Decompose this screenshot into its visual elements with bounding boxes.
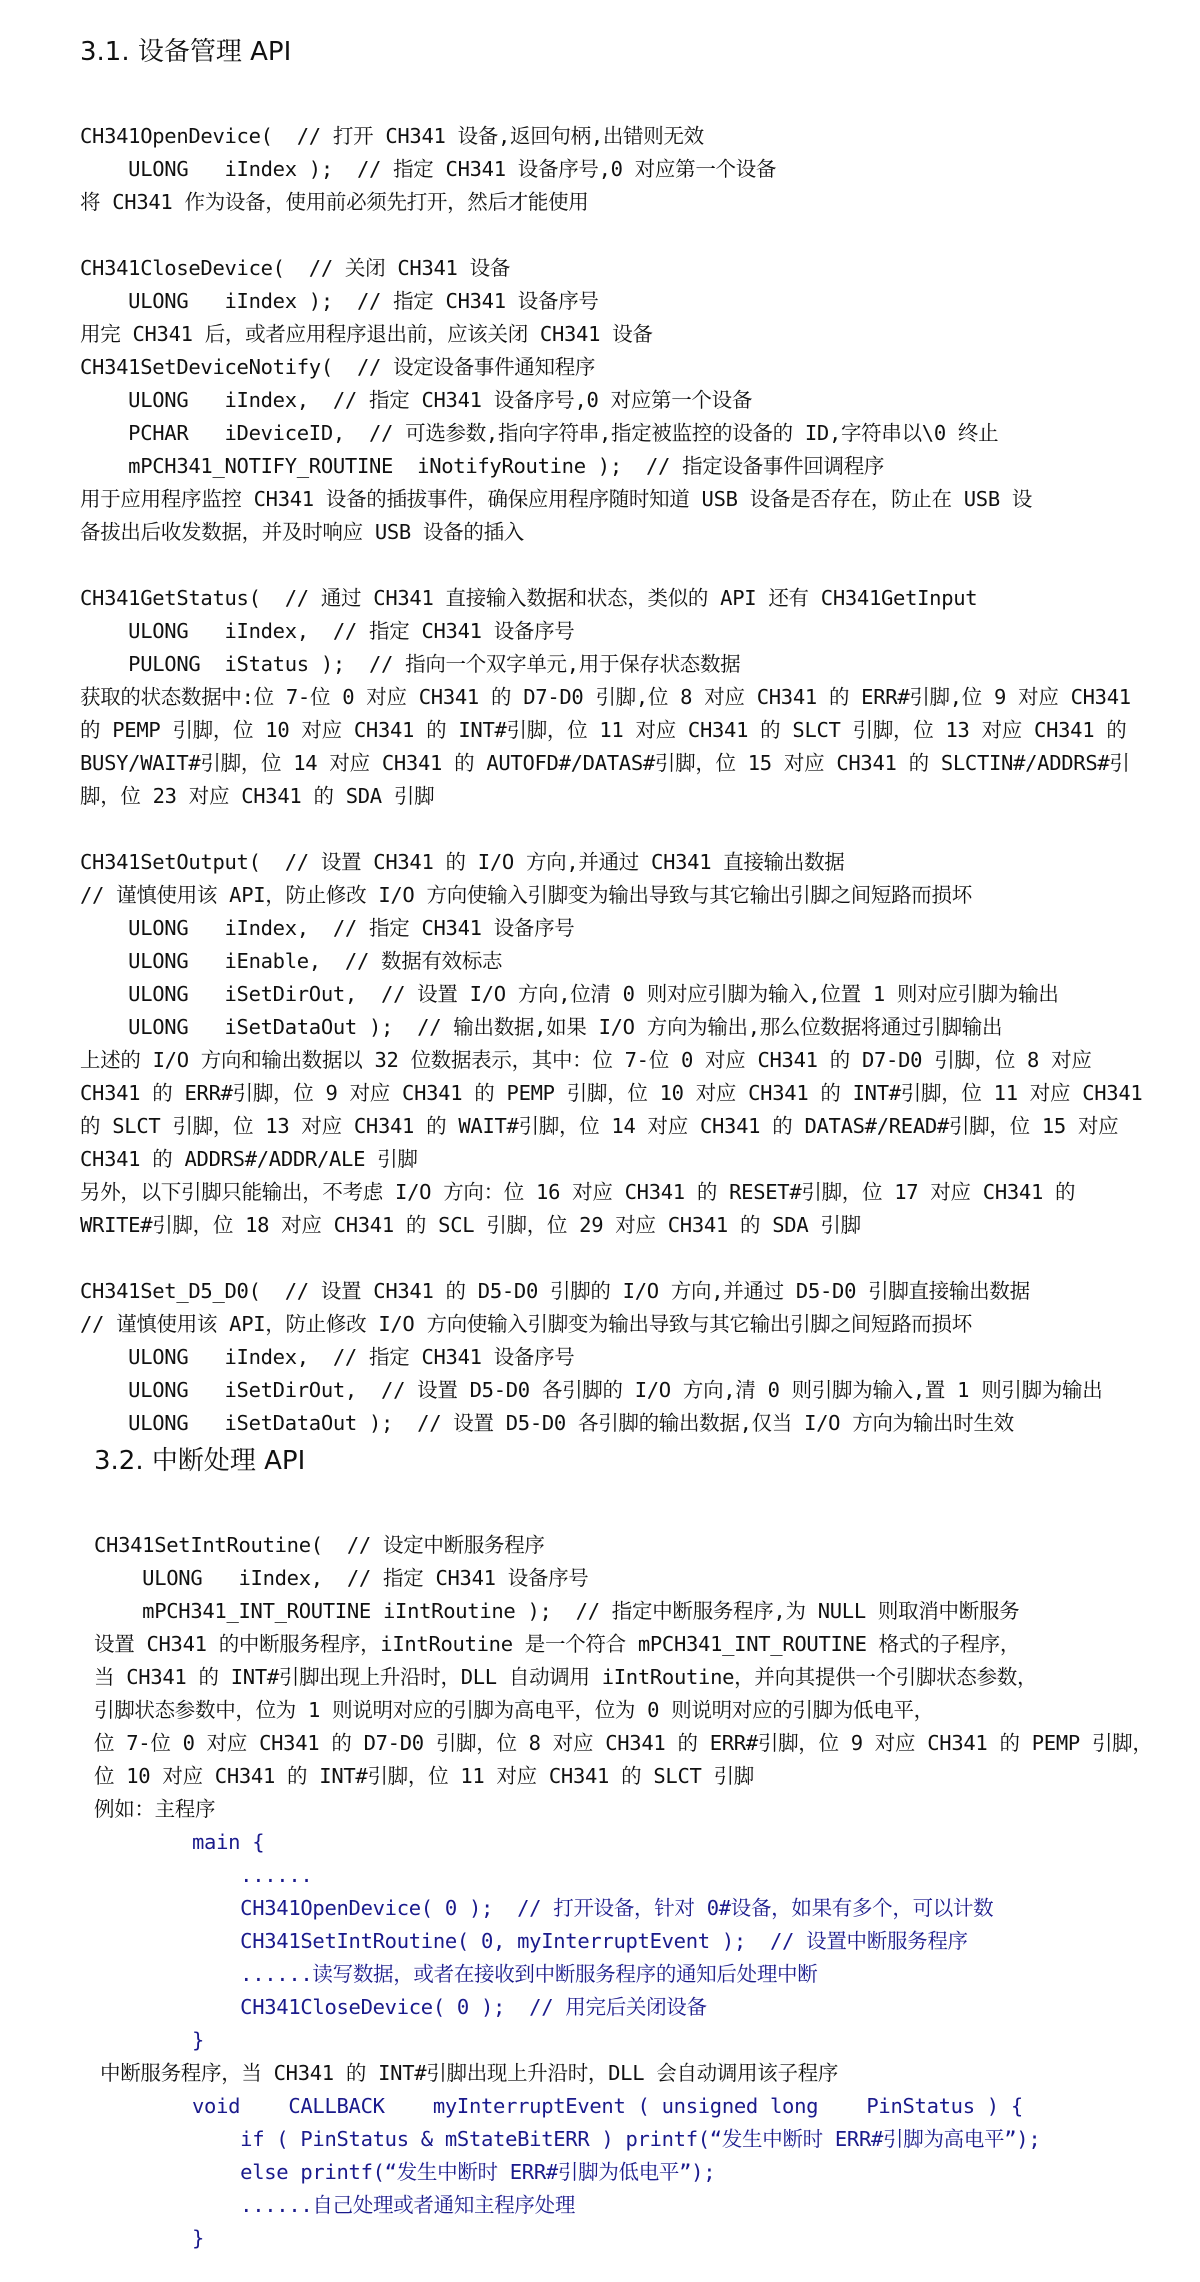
api-open-device-param-index: ULONG iIndex ); // 指定 CH341 设备序号,0 对应第一个设备 — [80, 157, 777, 181]
api-set-int-routine-description-2: 当 CH341 的 INT#引脚出现上升沿时，DLL 自动调用 iIntRoutine，并向其提供一个引脚状态参数， — [94, 1665, 1038, 1689]
api-set-output-param-index: ULONG iIndex, // 指定 CH341 设备序号 — [80, 916, 575, 940]
code-main-close-device: CH341CloseDevice( 0 ); // 用完后关闭设备 — [192, 1995, 707, 2019]
api-set-int-routine-description-1: 设置 CH341 的中断服务程序，iIntRoutine 是一个符合 mPCH341_INT_ROUTINE 格式的子程序， — [94, 1632, 1021, 1656]
api-set-int-routine-signature: CH341SetIntRoutine( // 设定中断服务程序 — [94, 1533, 545, 1557]
isr-intro-text: 中断服务程序，当 CH341 的 INT#引脚出现上升沿时，DLL 会自动调用该子程序 — [100, 2061, 839, 2085]
api-set-output-signature: CH341SetOutput( // 设置 CH341 的 I/O 方向,并通过 CH341 直接输出数据 — [80, 850, 845, 874]
api-get-status-param-status: PULONG iStatus ); // 指向一个双字单元,用于保存状态数据 — [80, 652, 741, 676]
api-set-d5-d0-param-index: ULONG iIndex, // 指定 CH341 设备序号 — [80, 1345, 575, 1369]
api-set-int-routine-param-index: ULONG iIndex, // 指定 CH341 设备序号 — [94, 1566, 589, 1590]
api-set-output-warning: // 谨慎使用该 API，防止修改 I/O 方向使输入引脚变为输出导致与其它输出引脚之间短路而损坏 — [80, 883, 972, 907]
api-open-device-description: 将 CH341 作为设备，使用前必须先打开，然后才能使用 — [80, 190, 589, 214]
code-isr-if-high: if ( PinStatus & mStateBitERR ) printf(“发生中断时 ERR#引脚为高电平”); — [192, 2127, 1041, 2151]
api-set-d5-d0-param-dir-out: ULONG iSetDirOut, // 设置 D5-D0 各引脚的 I/O 方向,清 0 则引脚为输入,置 1 则引脚为输出 — [80, 1378, 1103, 1402]
api-set-output-description-5: 另外，以下引脚只能输出，不考虑 I/O 方向：位 16 对应 CH341 的 RESET#引脚，位 17 对应 CH341 的 — [80, 1180, 1076, 1204]
code-main-set-int-routine: CH341SetIntRoutine( 0, myInterruptEvent ); // 设置中断服务程序 — [192, 1929, 968, 1953]
api-get-status-description-3: BUSY/WAIT#引脚，位 14 对应 CH341 的 AUTOFD#/DATAS#引脚，位 15 对应 CH341 的 SLCTIN#/ADDRS#引 — [80, 751, 1130, 775]
api-set-output-param-dir-out: ULONG iSetDirOut, // 设置 I/O 方向,位清 0 则对应引脚为输入,位置 1 则对应引脚为输出 — [80, 982, 1059, 1006]
code-main-read-write: ......读写数据，或者在接收到中断服务程序的通知后处理中断 — [192, 1962, 818, 1986]
api-set-d5-d0-warning: // 谨慎使用该 API，防止修改 I/O 方向使输入引脚变为输出导致与其它输出引脚之间短路而损坏 — [80, 1312, 972, 1336]
api-set-device-notify-description-1: 用于应用程序监控 CH341 设备的插拔事件，确保应用程序随时知道 USB 设备是否存在，防止在 USB 设 — [80, 487, 1033, 511]
api-set-int-routine-description-4: 位 7-位 0 对应 CH341 的 D7-D0 引脚，位 8 对应 CH341 的 ERR#引脚，位 9 对应 CH341 的 PEMP 引脚， — [94, 1731, 1153, 1755]
api-set-d5-d0-signature: CH341Set_D5_D0( // 设置 CH341 的 D5-D0 引脚的 I/O 方向,并通过 D5-D0 引脚直接输出数据 — [80, 1279, 1030, 1303]
code-isr-signature: void CALLBACK myInterruptEvent ( unsigned long PinStatus ) { — [192, 2094, 1023, 2118]
api-set-output-description-3: 的 SLCT 引脚，位 13 对应 CH341 的 WAIT#引脚，位 14 对应 CH341 的 DATAS#/READ#引脚，位 15 对应 — [80, 1114, 1119, 1138]
api-set-device-notify-param-device-id: PCHAR iDeviceID, // 可选参数,指向字符串,指定被监控的设备的 ID,字符串以\0 终止 — [80, 421, 999, 445]
code-isr-else-low: else printf(“发生中断时 ERR#引脚为低电平”); — [192, 2160, 716, 2184]
section-heading-3-1: 3.1. 设备管理 API — [80, 37, 292, 67]
code-main-close-brace: } — [192, 2028, 205, 2052]
api-get-status-description-2: 的 PEMP 引脚，位 10 对应 CH341 的 INT#引脚，位 11 对应 CH341 的 SLCT 引脚，位 13 对应 CH341 的 — [80, 718, 1127, 742]
code-isr-handle: ......自己处理或者通知主程序处理 — [192, 2193, 576, 2217]
api-set-int-routine-description-5: 位 10 对应 CH341 的 INT#引脚，位 11 对应 CH341 的 SLCT 引脚 — [94, 1764, 754, 1788]
api-get-status-description-1: 获取的状态数据中:位 7-位 0 对应 CH341 的 D7-D0 引脚,位 8 对应 CH341 的 ERR#引脚,位 9 对应 CH341 — [80, 685, 1131, 709]
api-set-d5-d0-param-data-out: ULONG iSetDataOut ); // 设置 D5-D0 各引脚的输出数据,仅当 I/O 方向为输出时生效 — [80, 1411, 1014, 1435]
api-get-status-signature: CH341GetStatus( // 通过 CH341 直接输入数据和状态，类似的 API 还有 CH341GetInput — [80, 586, 978, 610]
api-set-device-notify-description-2: 备拔出后收发数据，并及时响应 USB 设备的插入 — [80, 520, 525, 544]
api-get-status-description-4: 脚，位 23 对应 CH341 的 SDA 引脚 — [80, 784, 435, 808]
api-set-output-description-6: WRITE#引脚，位 18 对应 CH341 的 SCL 引脚，位 29 对应 CH341 的 SDA 引脚 — [80, 1213, 861, 1237]
api-set-output-description-4: CH341 的 ADDRS#/ADDR/ALE 引脚 — [80, 1147, 418, 1171]
code-main-open: main { — [192, 1830, 265, 1854]
api-set-output-description-2: CH341 的 ERR#引脚，位 9 对应 CH341 的 PEMP 引脚，位 10 对应 CH341 的 INT#引脚，位 11 对应 CH341 — [80, 1081, 1143, 1105]
api-close-device-description: 用完 CH341 后，或者应用程序退出前，应该关闭 CH341 设备 — [80, 322, 653, 346]
code-main-open-device: CH341OpenDevice( 0 ); // 打开设备，针对 0#设备，如果有多个，可以计数 — [192, 1896, 994, 1920]
code-main-ellipsis-1: ...... — [192, 1863, 313, 1887]
api-set-int-routine-param-routine: mPCH341_INT_ROUTINE iIntRoutine ); // 指定中断服务程序,为 NULL 则取消中断服务 — [94, 1599, 1020, 1623]
api-set-device-notify-signature: CH341SetDeviceNotify( // 设定设备事件通知程序 — [80, 355, 596, 379]
api-set-output-description-1: 上述的 I/O 方向和输出数据以 32 位数据表示，其中：位 7-位 0 对应 CH341 的 D7-D0 引脚，位 8 对应 — [80, 1048, 1092, 1072]
api-set-output-param-data-out: ULONG iSetDataOut ); // 输出数据,如果 I/O 方向为输出,那么位数据将通过引脚输出 — [80, 1015, 1003, 1039]
api-close-device-signature: CH341CloseDevice( // 关闭 CH341 设备 — [80, 256, 511, 280]
api-set-device-notify-param-routine: mPCH341_NOTIFY_ROUTINE iNotifyRoutine ); // 指定设备事件回调程序 — [80, 454, 885, 478]
api-set-device-notify-param-index: ULONG iIndex, // 指定 CH341 设备序号,0 对应第一个设备 — [80, 388, 753, 412]
api-set-int-routine-description-3: 引脚状态参数中，位为 1 则说明对应的引脚为高电平，位为 0 则说明对应的引脚为低电平， — [94, 1698, 934, 1722]
section-heading-3-2: 3.2. 中断处理 API — [94, 1446, 306, 1476]
api-close-device-param-index: ULONG iIndex ); // 指定 CH341 设备序号 — [80, 289, 599, 313]
code-isr-close-brace: } — [192, 2226, 205, 2250]
api-set-output-param-enable: ULONG iEnable, // 数据有效标志 — [80, 949, 503, 973]
api-open-device-signature: CH341OpenDevice( // 打开 CH341 设备,返回句柄,出错则无效 — [80, 124, 704, 148]
api-get-status-param-index: ULONG iIndex, // 指定 CH341 设备序号 — [80, 619, 575, 643]
example-main-label: 例如：主程序 — [94, 1797, 216, 1821]
